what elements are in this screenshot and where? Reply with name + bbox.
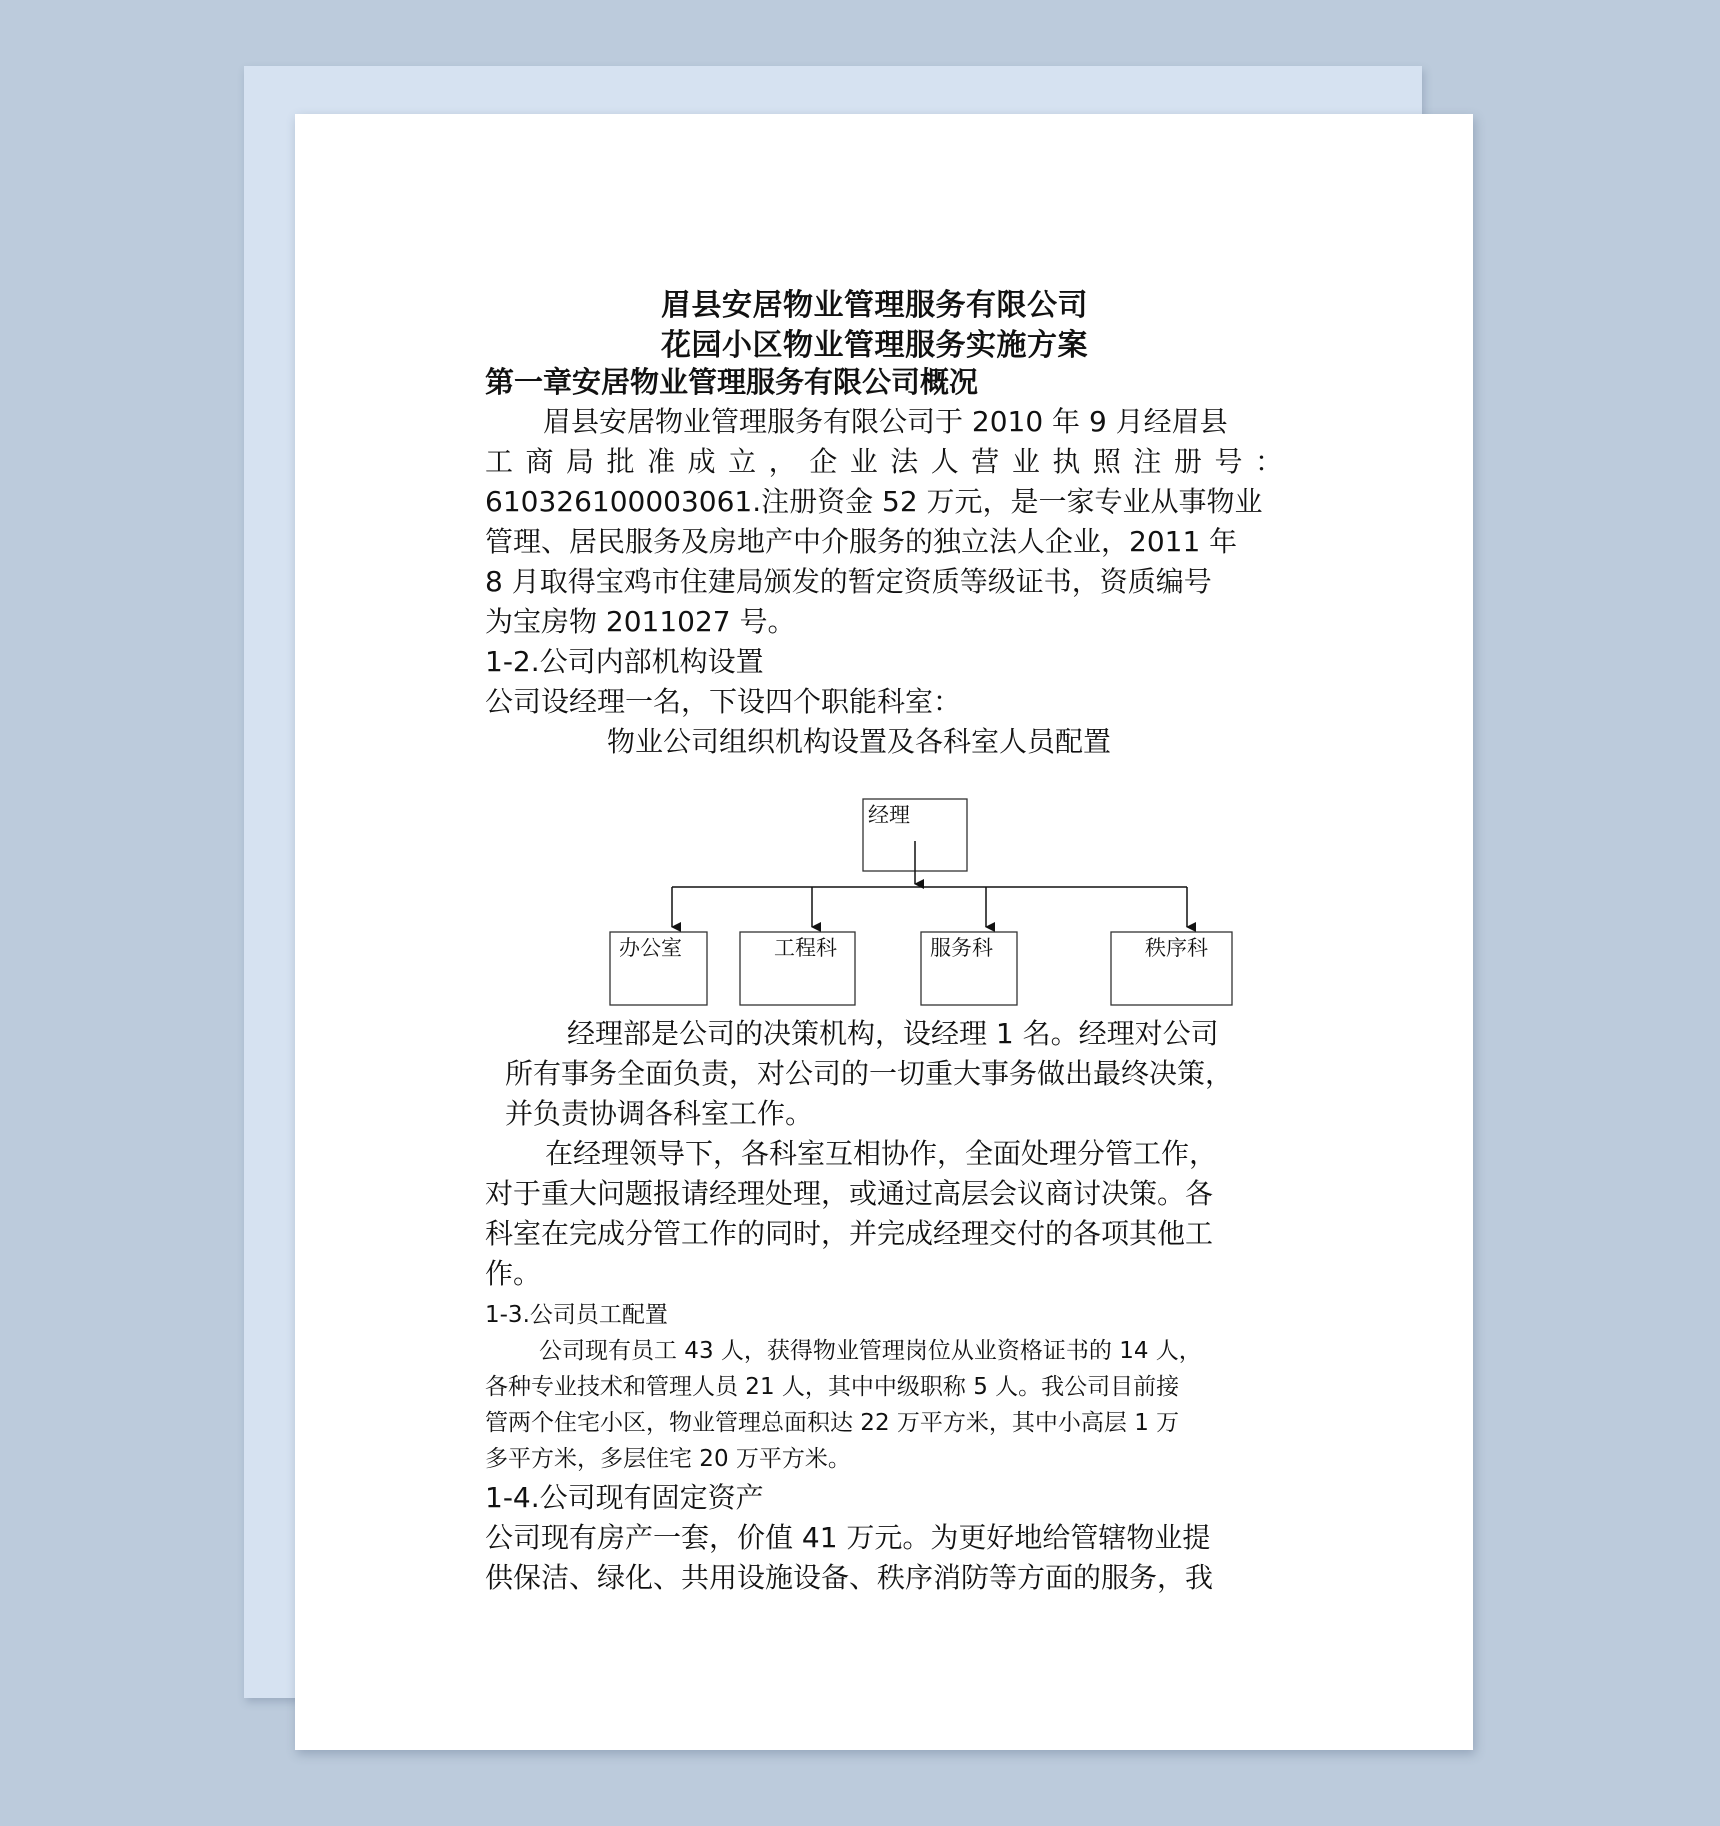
intro-line: 工商局批准成立，企业法人营业执照注册号： — [485, 445, 1283, 478]
dept-para-line: 作。 — [485, 1257, 542, 1290]
org-chart — [485, 114, 1285, 1014]
assets-para-line: 供保洁、绿化、共用设施设备、秩序消防等方面的服务，我 — [485, 1561, 1214, 1594]
dept-para-line: 对于重大问题报请经理处理，或通过高层会议商讨决策。各 — [485, 1177, 1214, 1210]
section-1-2-text: 公司设经理一名，下设四个职能科室： — [485, 685, 962, 718]
org-label-service: 服务科 — [930, 936, 993, 960]
staff-para-line: 各种专业技术和管理人员 21 人，其中中级职称 5 人。我公司目前接 — [485, 1374, 1180, 1400]
intro-line: 眉县安居物业管理服务有限公司于 2010 年 9 月经眉县 — [543, 405, 1228, 438]
title-line-2: 花园小区物业管理服务实施方案 — [661, 328, 1088, 363]
section-heading-1-2: 1-2.公司内部机构设置 — [485, 645, 764, 678]
section-heading-1-3: 1-3.公司员工配置 — [485, 1302, 668, 1328]
org-label-office: 办公室 — [619, 936, 682, 960]
intro-line: 管理、居民服务及房地产中介服务的独立法人企业，2011 年 — [485, 525, 1238, 558]
staff-para-line: 管两个住宅小区，物业管理总面积达 22 万平方米，其中小高层 1 万 — [485, 1410, 1180, 1436]
org-label-manager: 经理 — [868, 803, 910, 827]
intro-line: 8 月取得宝鸡市住建局颁发的暂定资质等级证书，资质编号 — [485, 565, 1212, 598]
org-chart-caption: 物业公司组织机构设置及各科室人员配置 — [607, 725, 1112, 758]
dept-para-line: 在经理领导下，各科室互相协作，全面处理分管工作， — [545, 1137, 1218, 1170]
staff-para-line: 公司现有员工 43 人，获得物业管理岗位从业资格证书的 14 人， — [539, 1338, 1202, 1364]
title-line-1: 眉县安居物业管理服务有限公司 — [661, 288, 1088, 323]
org-label-engineering: 工程科 — [774, 936, 837, 960]
section-heading-1-4: 1-4.公司现有固定资产 — [485, 1481, 764, 1514]
manager-para-line: 并负责协调各科室工作。 — [505, 1097, 814, 1130]
staff-para-line: 多平方米，多层住宅 20 万平方米。 — [485, 1446, 851, 1472]
assets-para-line: 公司现有房产一套，价值 41 万元。为更好地给管辖物业提 — [485, 1521, 1211, 1554]
dept-para-line: 科室在完成分管工作的同时，并完成经理交付的各项其他工 — [485, 1217, 1214, 1250]
document-page — [295, 114, 1473, 1750]
org-label-order: 秩序科 — [1145, 936, 1208, 960]
intro-line: 610326100003061.注册资金 52 万元，是一家专业从事物业 — [485, 485, 1263, 518]
intro-line: 为宝房物 2011027 号。 — [485, 605, 796, 638]
manager-para-line: 所有事务全面负责，对公司的一切重大事务做出最终决策， — [505, 1057, 1234, 1090]
manager-para-line: 经理部是公司的决策机构，设经理 1 名。经理对公司 — [567, 1017, 1219, 1050]
chapter-heading: 第一章安居物业管理服务有限公司概况 — [485, 365, 979, 399]
